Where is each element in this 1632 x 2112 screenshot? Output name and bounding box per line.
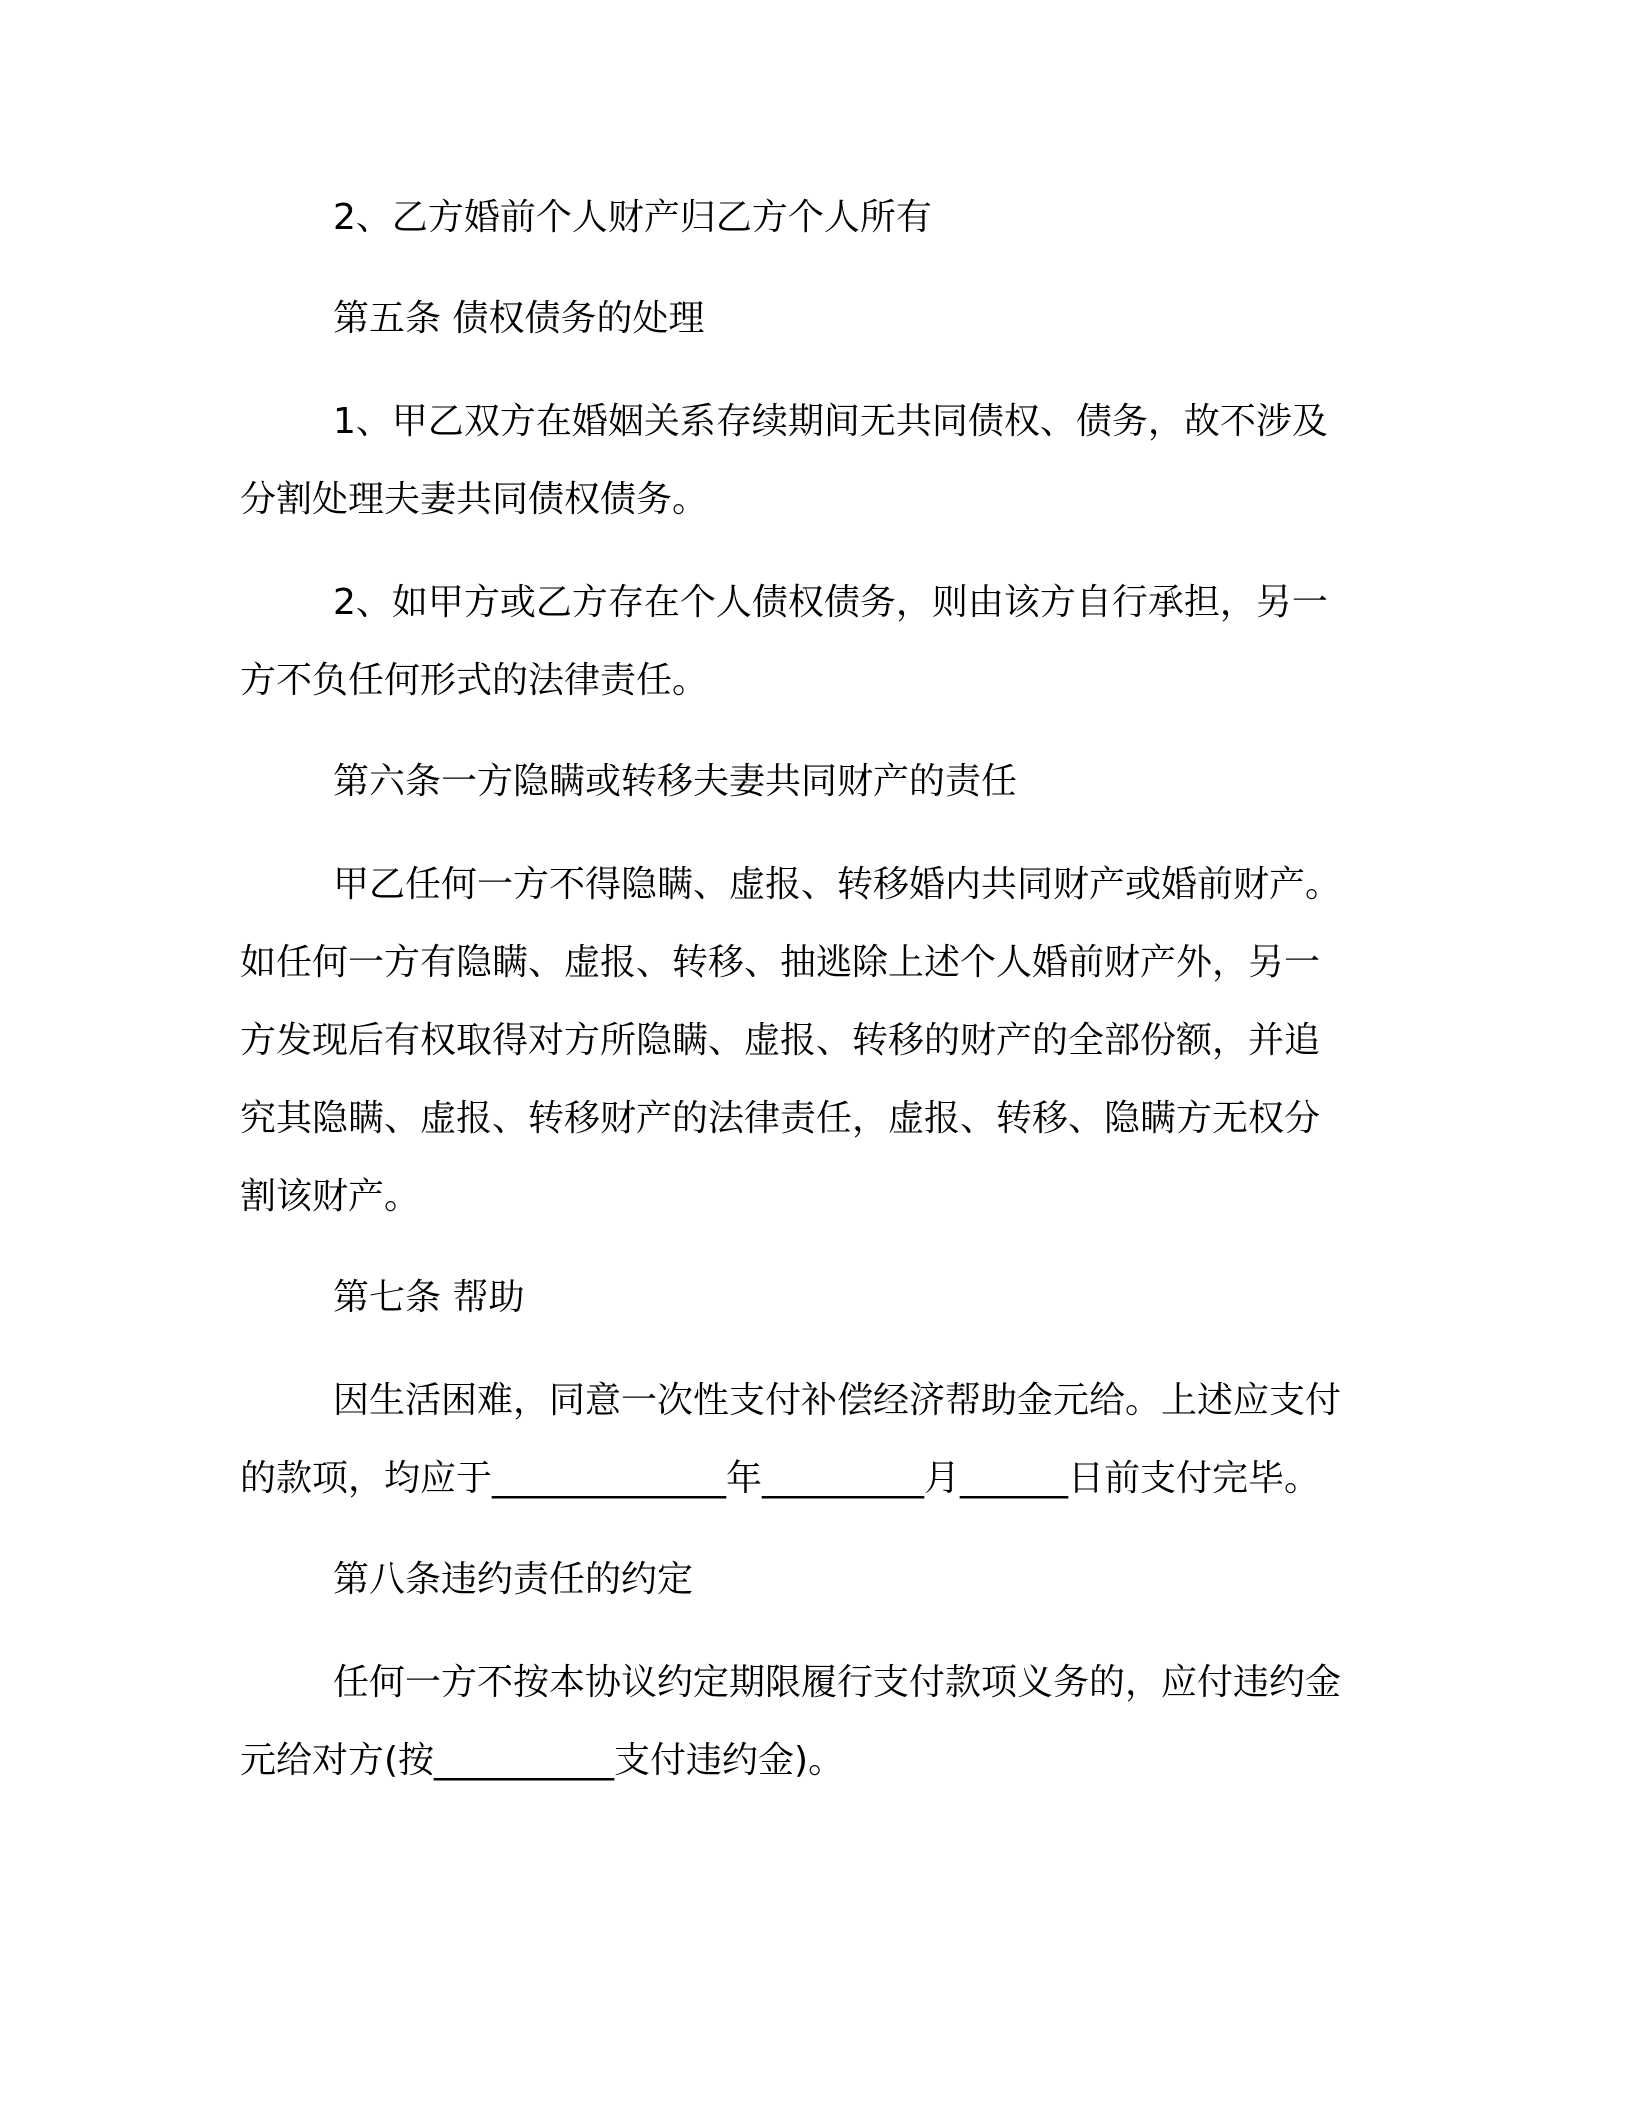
article-7-paragraph-line-2: 的款项，均应于_____________年_________月______日前支付完毕。 [240, 1458, 1321, 1499]
clause-4-item-2: 2、乙方婚前个人财产归乙方个人所有 [333, 197, 932, 238]
article-7-heading: 第七条 帮助 [333, 1277, 525, 1318]
article-5-item-1-line-1: 1、甲乙双方在婚姻关系存续期间无共同债权、债务，故不涉及 [333, 401, 1328, 442]
article-7-paragraph-line-1: 因生活困难，同意一次性支付补偿经济帮助金元给。上述应支付 [333, 1380, 1342, 1421]
article-6-paragraph-line-4: 究其隐瞒、虚报、转移财产的法律责任，虚报、转移、隐瞒方无权分 [240, 1098, 1321, 1139]
article-5-item-1-line-2: 分割处理夫妻共同债权债务。 [240, 479, 709, 520]
article-8-paragraph-line-2: 元给对方(按__________支付违约金)。 [240, 1740, 845, 1781]
article-6-paragraph-line-3: 方发现后有权取得对方所隐瞒、虚报、转移的财产的全部份额，并追 [240, 1020, 1321, 1061]
article-6-paragraph-line-2: 如任何一方有隐瞒、虚报、转移、抽逃除上述个人婚前财产外，另一 [240, 942, 1321, 983]
article-6-paragraph-line-5: 割该财产。 [240, 1176, 421, 1217]
article-6-paragraph-line-1: 甲乙任何一方不得隐瞒、虚报、转移婚内共同财产或婚前财产。 [333, 864, 1342, 905]
article-8-heading: 第八条违约责任的约定 [333, 1559, 694, 1600]
article-5-item-2-line-2: 方不负任何形式的法律责任。 [240, 660, 709, 701]
article-6-heading: 第六条一方隐瞒或转移夫妻共同财产的责任 [333, 761, 1018, 802]
article-5-item-2-line-1: 2、如甲方或乙方存在个人债权债务，则由该方自行承担，另一 [333, 582, 1328, 623]
article-5-heading: 第五条 债权债务的处理 [333, 298, 705, 339]
article-8-paragraph-line-1: 任何一方不按本协议约定期限履行支付款项义务的，应付违约金 [333, 1662, 1342, 1703]
